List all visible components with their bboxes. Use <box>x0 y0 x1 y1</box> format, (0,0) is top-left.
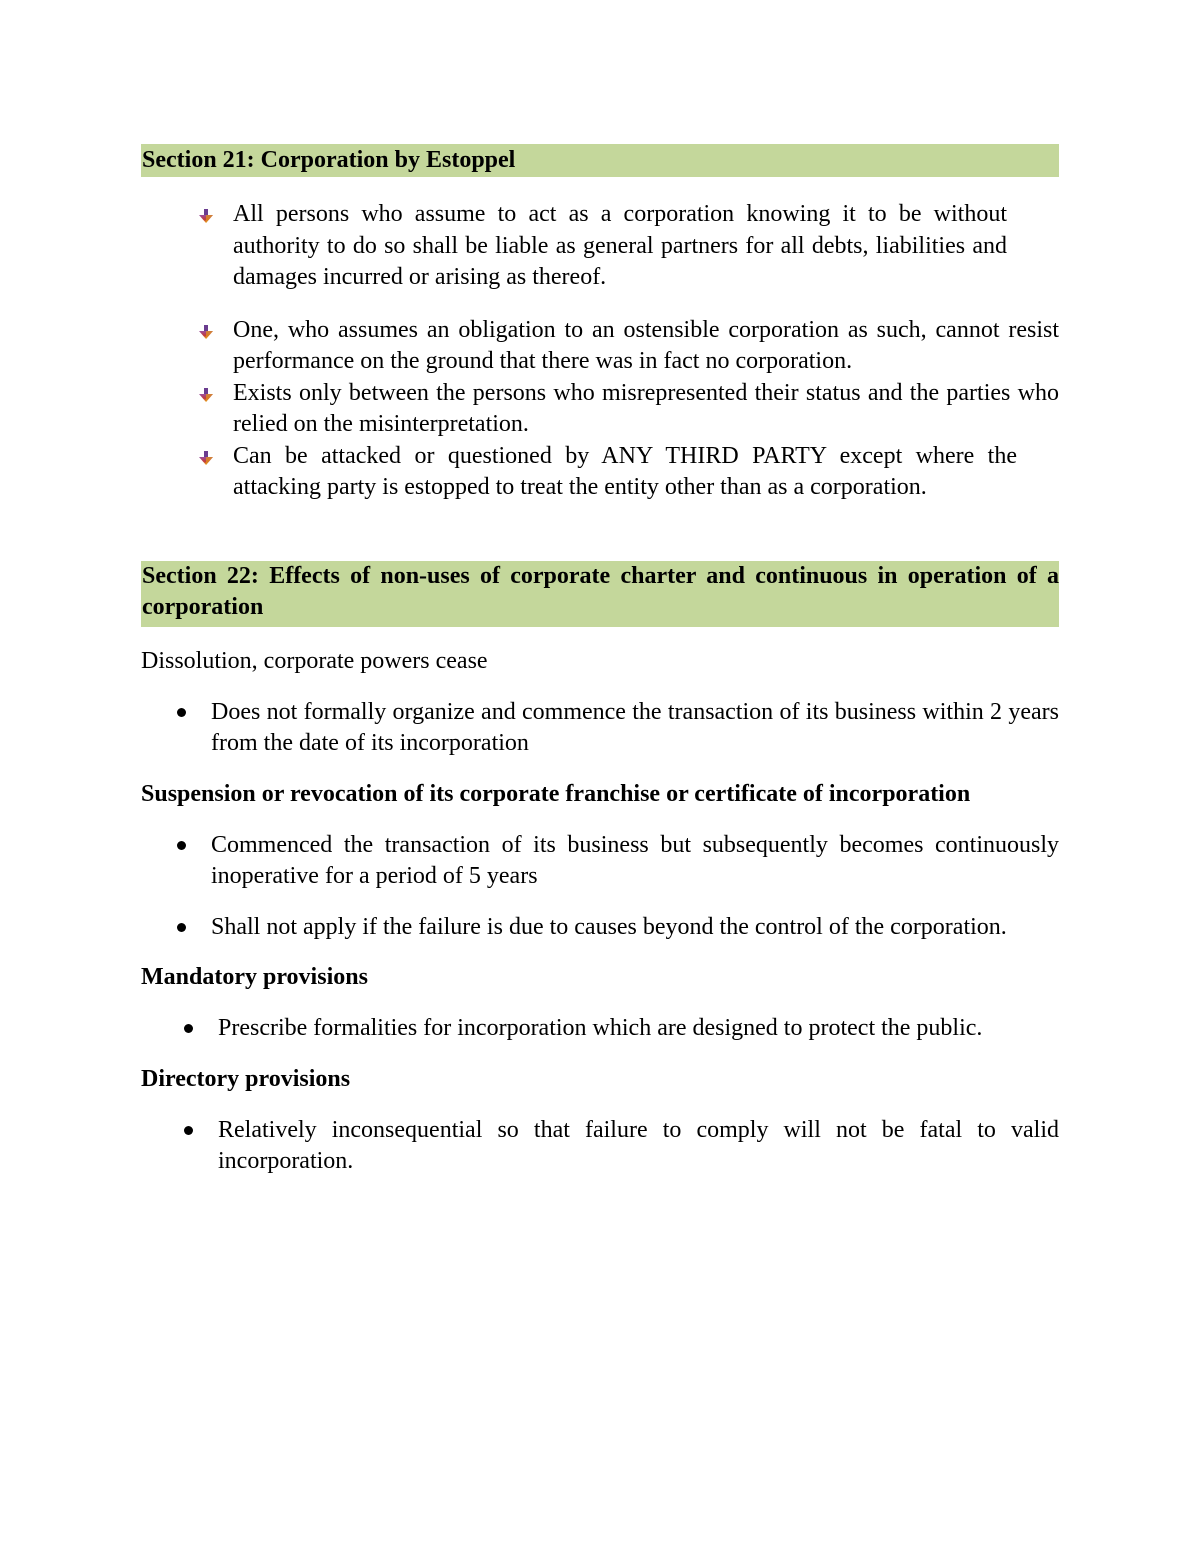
section-21-list <box>141 199 1059 504</box>
disc-bullet-icon <box>177 841 186 850</box>
list-item-text: Shall not apply if the failure is due to causes beyond the control of the corporation. <box>211 913 1007 940</box>
list-item <box>141 912 1059 944</box>
disc-bullet-icon <box>177 708 186 717</box>
disc-bullet-icon <box>177 923 186 932</box>
disc-bullet-icon <box>184 1024 193 1033</box>
list-item <box>141 697 1059 760</box>
list-item-text: Relatively inconsequential so that failure to comply will not be fatal to valid incorporation. <box>218 1116 1059 1174</box>
arrow-down-bullet-icon <box>198 387 214 403</box>
list-item-text: Exists only between the persons who misrepresented their status and the parties who relied on the misinterpretation. <box>233 379 1059 437</box>
list-item <box>141 441 1059 504</box>
document-page <box>141 144 1059 1178</box>
list-item <box>141 315 1059 378</box>
list-item <box>141 199 1059 294</box>
dissolution-list <box>141 697 1059 760</box>
arrow-down-bullet-icon <box>198 208 214 224</box>
arrow-down-bullet-icon <box>198 324 214 340</box>
section-22-heading: Section 22: Effects of non-uses of corporate charter and continuous in operation of a corporation <box>141 561 1059 627</box>
list-item-text: Prescribe formalities for incorporation which are designed to protect the public. <box>218 1015 983 1041</box>
list-item <box>141 1013 1059 1045</box>
list-item-text: Can be attacked or questioned by ANY THIRD PARTY except where the attacking party is estopped to treat the entity other than as a corporation. <box>233 442 1017 500</box>
mandatory-heading: Mandatory provisions <box>141 964 368 990</box>
disc-bullet-icon <box>184 1126 193 1135</box>
suspension-list <box>141 830 1059 944</box>
mandatory-list <box>141 1013 1059 1045</box>
list-item <box>141 1115 1059 1178</box>
list-item-text: Commenced the transaction of its business but subsequently becomes continuously inoperative for a period of 5 years <box>211 831 1059 889</box>
list-item <box>141 378 1059 441</box>
list-item-text: All persons who assume to act as a corporation knowing it to be without authority to do so shall be liable as general partners for all debts, liabilities and damages incurred or arising as thereof. <box>233 201 1007 290</box>
suspension-heading: Suspension or revocation of its corporate franchise or certificate of incorporation <box>141 780 971 807</box>
directory-heading: Directory provisions <box>141 1065 351 1092</box>
list-item-text: One, who assumes an obligation to an ostensible corporation as such, cannot resist performance on the ground that there was in fact no corporation. <box>233 316 1059 374</box>
list-item-text: Does not formally organize and commence the transaction of its business within 2 years from the date of its incorporation <box>211 698 1059 756</box>
section-21-heading: Section 21: Corporation by Estoppel <box>141 144 1059 177</box>
directory-list <box>141 1115 1059 1178</box>
arrow-down-bullet-icon <box>198 450 214 466</box>
dissolution-text: Dissolution, corporate powers cease <box>141 647 488 674</box>
list-item <box>141 830 1059 893</box>
